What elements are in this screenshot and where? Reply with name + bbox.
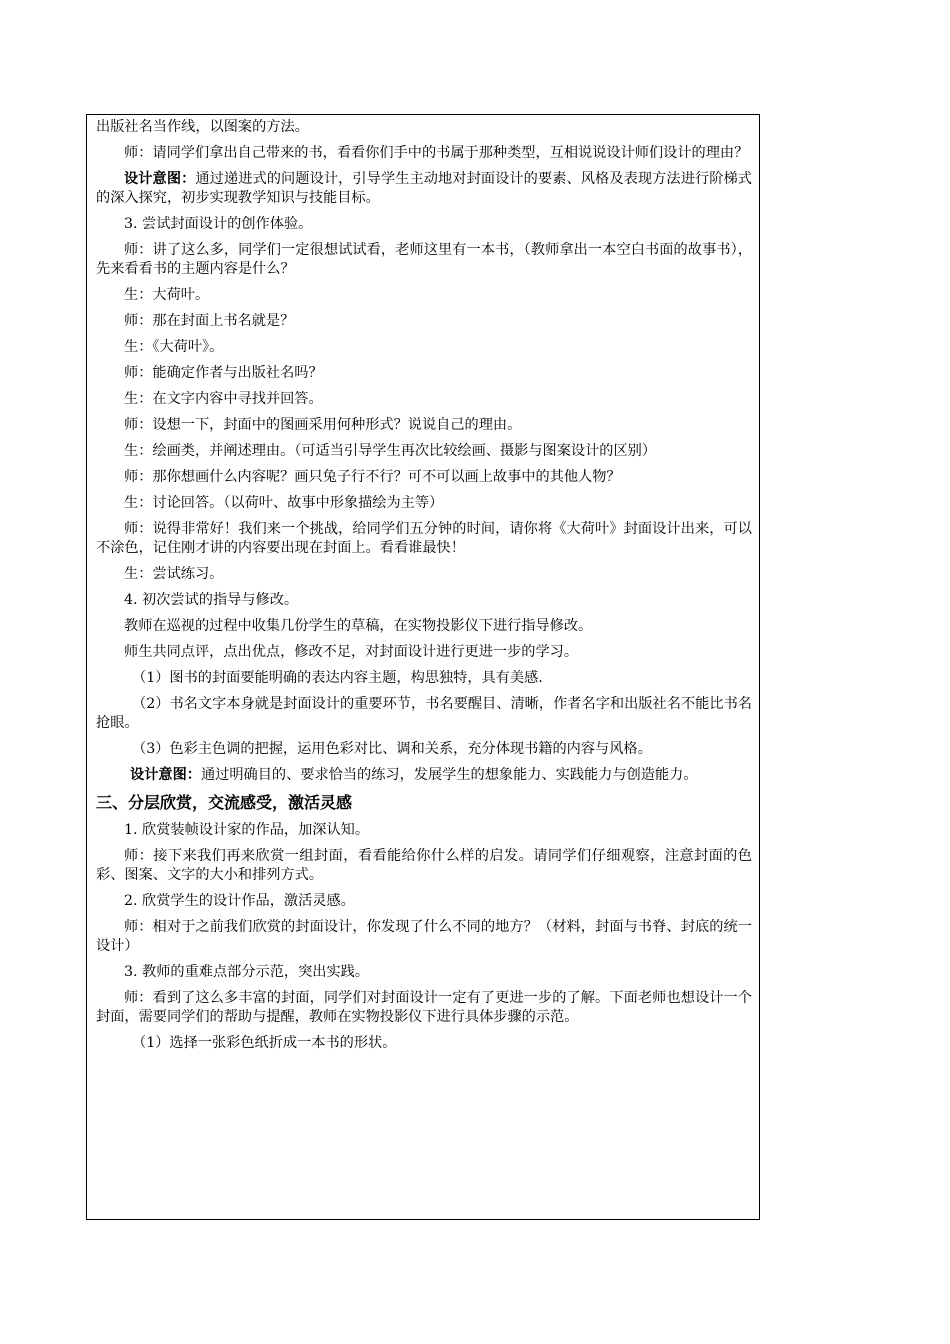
paragraph: 师：讲了这么多，同学们一定很想试试看，老师这里有一本书，（教师拿出一本空白书面的故事书），先来看看书的主题内容是什么？ (96, 242, 752, 277)
lesson-plan-content (96, 118, 752, 1060)
paragraph: 师：能确定作者与出版社名吗？ (124, 365, 323, 381)
paragraph: 师：说得非常好！我们来一个挑战，给同学们五分钟的时间，请你将《大荷叶》封面设计出来，可以不涂色，记住刚才讲的内容要出现在封面上。看看谁最快！ (96, 521, 752, 556)
design-intent-paragraph (96, 170, 752, 208)
paragraph: 师：相对于之前我们欣赏的封面设计，你发现了什么不同的地方？（材料，封面与书脊、封底的统一设计） (96, 919, 752, 954)
paragraph: 师：那在封面上书名就是？ (124, 313, 295, 329)
design-intent-text: 通过明确目的、要求恰当的练习，发展学生的想象能力、实践能力与创造能力。 (200, 767, 698, 783)
design-intent-paragraph (96, 766, 752, 785)
list-item: （1）选择一张彩色纸折成一本书的形状。 (132, 1035, 397, 1051)
paragraph: 师：设想一下，封面中的图画采用何种形式？说说自己的理由。 (124, 417, 522, 433)
design-intent-label: 设计意图： (130, 767, 201, 783)
paragraph: 生：尝试练习。 (124, 566, 224, 582)
paragraph: 出版社名当作线，以图案的方法。 (96, 119, 309, 135)
list-item: （1）图书的封面要能明确的表达内容主题，构思独特，具有美感. (132, 670, 543, 686)
section-heading: 三、分层欣赏，交流感受，激活灵感 (96, 793, 353, 812)
step-heading: 3. 尝试封面设计的创作体验。 (124, 216, 313, 232)
design-intent-label: 设计意图： (124, 171, 196, 187)
paragraph: 师：请同学们拿出自己带来的书，看看你们手中的书属于那种类型，互相说说设计师们设计的理由？ (124, 145, 749, 161)
list-item: （2）书名文字本身就是封面设计的重要环节，书名要醒目、清晰，作者名字和出版社名不能比书名抢眼。 (96, 696, 752, 731)
paragraph: 生：在文字内容中寻找并回答。 (124, 391, 323, 407)
paragraph: 师：那你想画什么内容呢？画只兔子行不行？可不可以画上故事中的其他人物？ (124, 469, 621, 485)
paragraph: 教师在巡视的过程中收集几份学生的草稿，在实物投影仪下进行指导修改。 (124, 618, 593, 634)
paragraph: 师：接下来我们再来欣赏一组封面，看看能给你什么样的启发。请同学们仔细观察，注意封面的色彩、图案、文字的大小和排列方式。 (96, 848, 752, 883)
paragraph: 生：《大荷叶》。 (124, 339, 224, 355)
paragraph: 生：绘画类，并阐述理由。（可适当引导学生再次比较绘画、摄影与图案设计的区别） (124, 443, 657, 459)
step-heading: 2. 欣赏学生的设计作品，激活灵感。 (124, 893, 355, 909)
paragraph: 生：讨论回答。（以荷叶、故事中形象描绘为主等） (124, 495, 444, 511)
paragraph: 生：大荷叶。 (124, 287, 210, 303)
list-item: （3）色彩主色调的把握，运用色彩对比、调和关系，充分体现书籍的内容与风格。 (132, 741, 652, 757)
paragraph: 师：看到了这么多丰富的封面，同学们对封面设计一定有了更进一步的了解。下面老师也想设计一个封面，需要同学们的帮助与提醒，教师在实物投影仪下进行具体步骤的示范。 (96, 990, 752, 1025)
step-heading: 3. 教师的重难点部分示范，突出实践。 (124, 964, 370, 980)
step-heading: 1. 欣赏装帧设计家的作品，加深认知。 (124, 822, 370, 838)
design-intent-text: 通过递进式的问题设计，引导学生主动地对封面设计的要素、风格及表现方法进行阶梯式的深入探究，初步实现教学知识与技能目标。 (96, 171, 752, 206)
step-heading: 4. 初次尝试的指导与修改。 (124, 592, 299, 608)
paragraph: 师生共同点评，点出优点，修改不足，对封面设计进行更进一步的学习。 (124, 644, 579, 660)
